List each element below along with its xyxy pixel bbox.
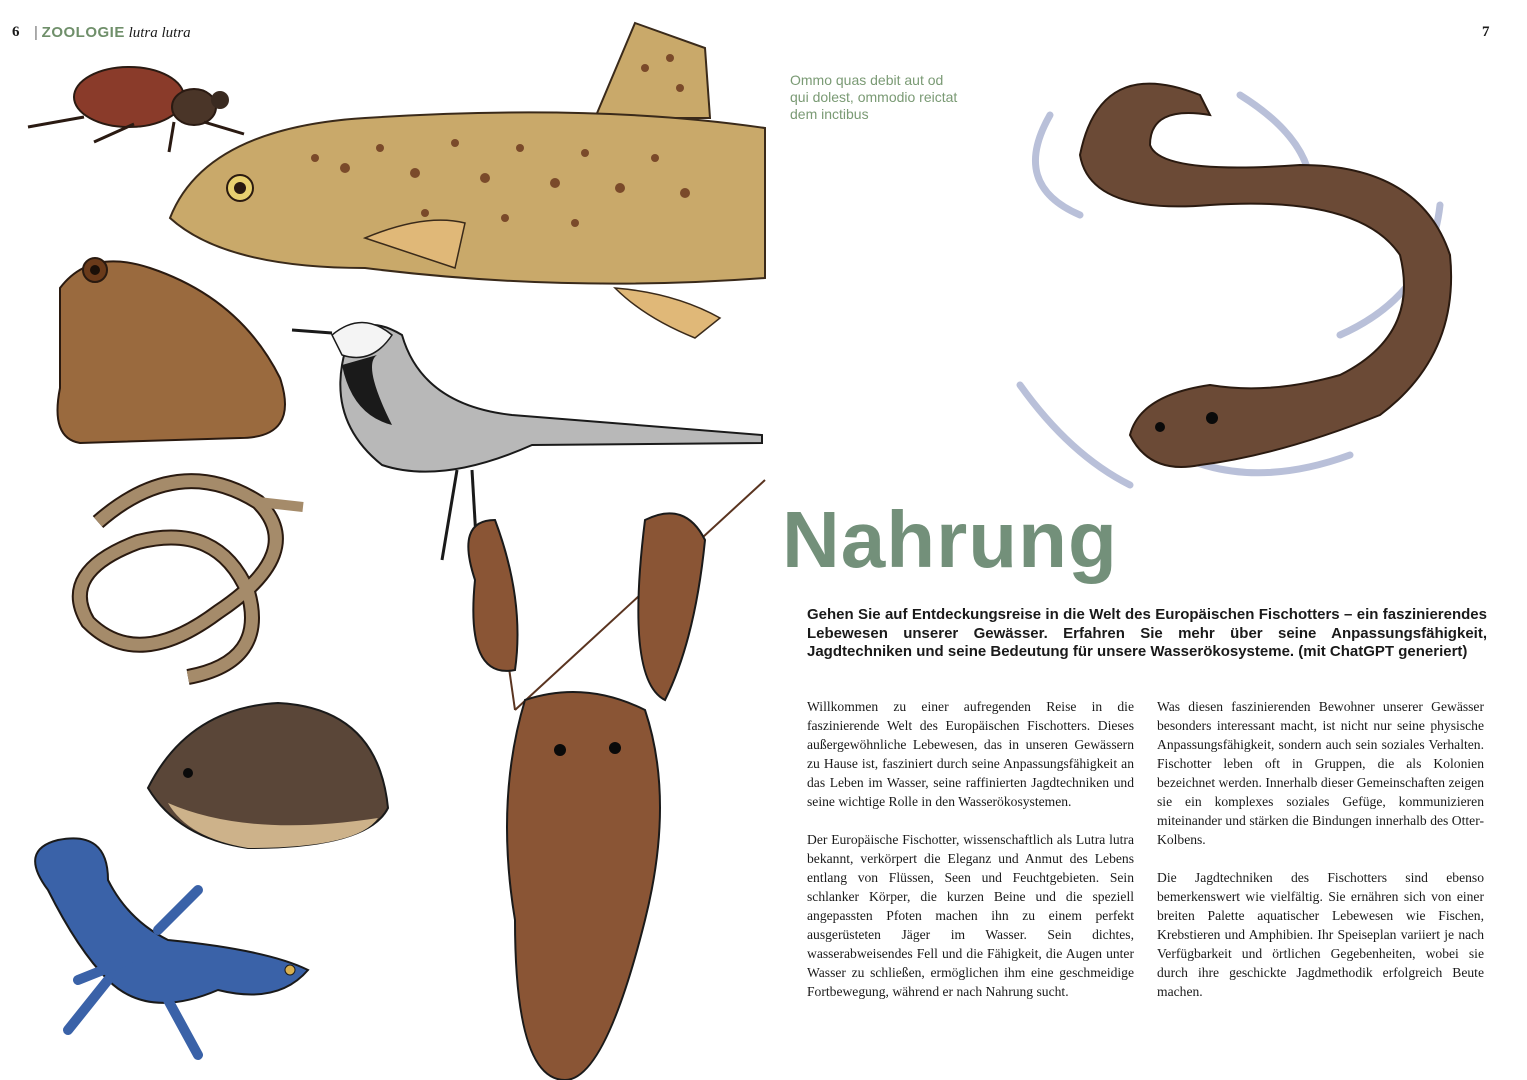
body-paragraph: Die Jagdtechniken des Fischotters sind ebenso bemerkenswert wie vielfältig. Sie ernähren sich von einer breiten Palette aquatischer Lebewesen wie Fischen, Krebstieren und Amphibien. Ihr Speiseplan variiert je nach Verfügbarkeit und örtlichen Gegebenheiten, wobei sie durch ihre geschickte Jagdmethodik erfolgreich Beute machen. [1157,870,1484,999]
otter-illustration [980,35,1520,555]
lead-paragraph: Gehen Sie auf Entdeckungsreise in die Welt des Europäischen Fischotters – ein faszinierendes Lebewesen unserer Gewässer. Erfahren Sie mehr über seine Anpassungsfähigkeit, Jagdtechniken und seine Bedeutung für unsere Wasserökosysteme. (mit ChatGPT generiert) [807,606,1487,660]
body-paragraph: Was diesen faszinierenden Bewohner unserer Gewässer besonders interessant macht, ist nicht nur seine physische Anpassungsfähigkeit, sondern auch sein soziales Verhalten. Fischotter leben oft in Gruppen, die als Kolonien bezeichnet werden. Innerhalb dieser Gemeinschaften zeigen sie ein komplexes soziales Gefüge, kommunizieren miteinander und stärken die Bindungen innerhalb des Otter-Kolbens. [1157,699,1484,847]
crayfish-illustration [345,480,765,1080]
body-paragraph: Willkommen zu einer aufregenden Reise in die faszinierende Welt des Europäischen Fischotters. Dieses außergewöhnliche Lebewesen, das in unseren Gewässern zu Hause ist, fasziniert durch seine Anpassungsfähigkeit an das Leben im Wasser, seine raffinierten Jagdtechniken und seine wichtige Rolle in den Wasserökosystemen. [807,699,1134,809]
image-caption: Ommo quas debit aut od qui dolest, ommodio reictat dem inctibus [790,72,958,122]
header-section: ZOOLOGIE [41,24,125,41]
page-number-left: 6 [12,24,20,40]
toad-illustration [40,248,305,448]
page-title: Nahrung [782,495,1118,584]
page-number-right: 7 [1482,24,1490,40]
text-column-2 [1157,697,1484,1020]
slowworm-illustration [58,462,310,687]
header-species: lutra lutra [128,25,191,41]
body-paragraph: Der Europäische Fischotter, wissenschaftlich als Lutra lutra bekannt, verkörpert die Eleganz und Anmut des Lebens entlang von Flüssen, Seen und Feuchtgebieten. Sein schlanker Körper, die kurzen Beine und die speziell angepassten Pfoten machen ihn zu einem perfekt ausgerüsteten Jäger im Wasser. Sein dichtes, wasserabweisendes Fell und die Fähigkeit, die Augen unter Wasser zu schließen, ermöglichen ihm eine geschmeidige Fortbewegung, während er nach Nahrung sucht. [807,832,1134,999]
text-column-1 [807,697,1134,1020]
header-separator: | [34,24,38,41]
newt-illustration [18,830,318,1065]
